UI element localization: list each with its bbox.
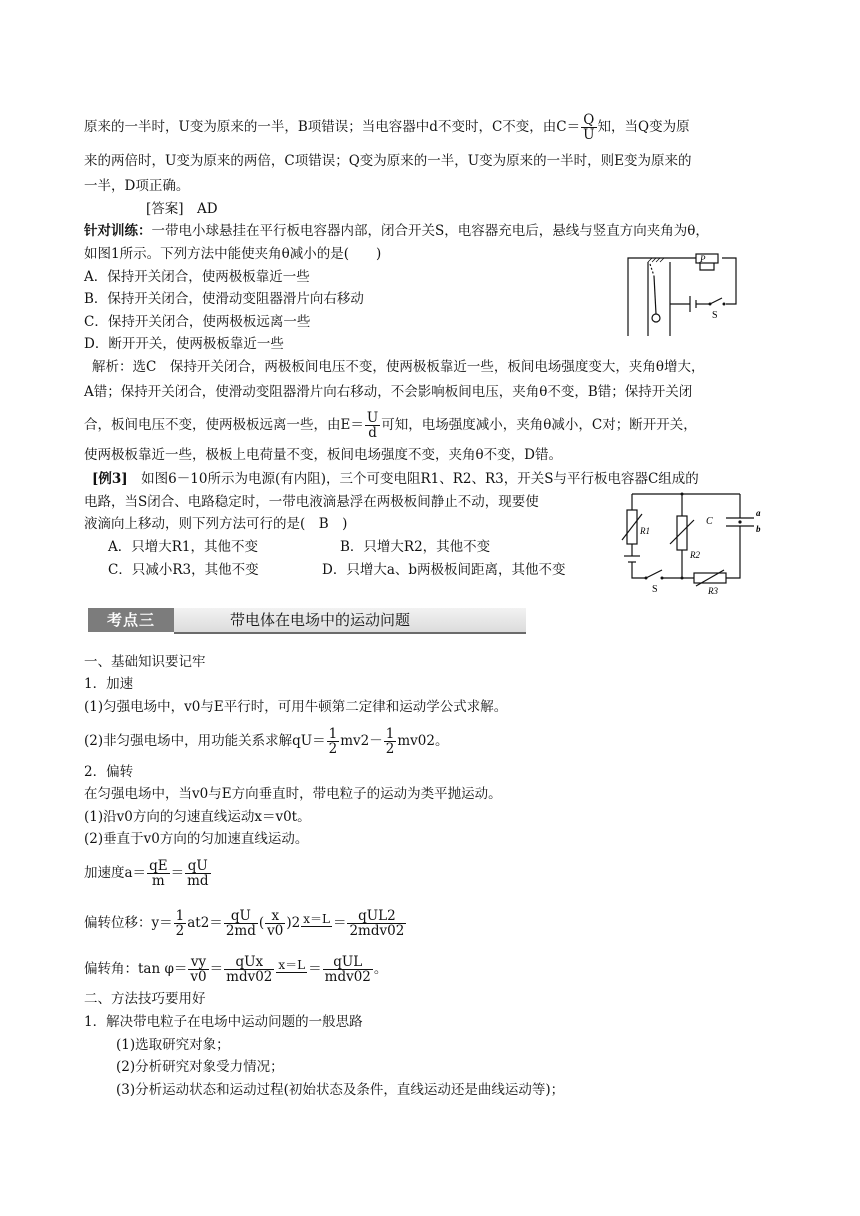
numerator: U — [366, 410, 379, 426]
formula-work-energy — [84, 727, 448, 756]
solution-line: 解析：选C 保持开关闭合，两极板间电压不变，使两极板靠近一些，板间电场强度变大，夹角θ增大， — [92, 359, 705, 375]
fraction — [224, 909, 258, 938]
denominator: d — [365, 425, 380, 440]
text-line: 在匀强电场中，当v0与E方向垂直时，带电粒子的运动为类平抛运动。 — [84, 786, 502, 802]
figure-example3-circuit — [604, 486, 766, 598]
fraction — [188, 955, 208, 984]
heading-methods: 二、方法技巧要用好 — [84, 991, 206, 1007]
text: 偏转位移：y＝ — [84, 915, 173, 931]
numerator: qE — [149, 858, 168, 874]
text-line: 液滴向上移动，则下列方法可行的是( B ) — [84, 516, 348, 532]
example-label: [例3] — [92, 471, 128, 487]
text-line: (1)沿v0方向的匀速直线运动x＝v0t。 — [84, 809, 311, 825]
figure-hanging-ball-circuit — [618, 250, 742, 342]
text: ＝ — [170, 865, 185, 881]
fraction — [347, 909, 406, 938]
text-line: 电路，当S闭合、电路稳定时，一带电液滴悬浮在两极板间静止不动，现要使 — [84, 494, 539, 510]
text-line: 一半，D项正确。 — [84, 178, 190, 194]
option-b: B．保持开关闭合，使滑动变阻器滑片向右移动 — [84, 291, 364, 307]
denominator: md — [187, 873, 209, 889]
text-line: 来的两倍时，U变为原来的两倍，C项错误；Q变为原来的一半，U变为原来的一半时，则E变为原来的 — [84, 153, 692, 169]
solution-line: 使两极板靠近一些，极板上电荷量不变，板间电场强度不变，夹角θ不变，D错。 — [84, 447, 562, 463]
text: ＝ — [332, 915, 347, 931]
answer-line: [答案] AD — [146, 201, 218, 217]
numerator: qUL — [333, 954, 363, 970]
text: (2)非匀强电场中，用功能关系求解qU＝ — [84, 733, 326, 749]
numerator: 1 — [175, 908, 185, 924]
numerator: qU — [187, 858, 208, 874]
text-line: 1．解决带电粒子在电场中运动问题的一般思路 — [84, 1014, 363, 1030]
label-s: S — [652, 584, 658, 595]
label-r2: R2 — [690, 550, 700, 560]
arrow-label: x＝L — [303, 912, 330, 926]
fraction-half — [174, 909, 187, 938]
text: 原来的一半时，U变为原来的一半，B项错误；当电容器中d不变时，C不变，由C＝ — [84, 119, 581, 135]
text-line — [84, 113, 690, 142]
solution-line: A错；保持开关闭合，使滑动变阻器滑片向右移动，不会影响板间电压，夹角θ不变，B错；保持开关闭 — [84, 384, 693, 400]
text: ＝ — [209, 961, 224, 977]
numerator: x — [271, 908, 280, 924]
example-text: 如图6－10所示为电源(有内阻)，三个可变电阻R1、R2、R3，开关S与平行板电容器C组成的 — [127, 471, 699, 487]
label-r1: R1 — [640, 526, 650, 536]
numerator: qU — [230, 908, 251, 924]
training-line — [84, 222, 709, 240]
example-option-a: A．只增大R1，其他不变 — [108, 539, 259, 555]
text-line: (1)选取研究对象； — [116, 1037, 230, 1053]
text: 合，板间电压不变，使两极板远离一些，由E＝ — [84, 417, 364, 433]
formula-displacement — [84, 909, 407, 938]
option-c: C．保持开关闭合，使两极板远离一些 — [84, 314, 311, 330]
text: 加速度a＝ — [84, 865, 147, 881]
training-text: 一带电小球悬挂在平行板电容器内部，闭合开关S，电容器充电后，悬线与竖直方向夹角为θ， — [151, 223, 709, 239]
denominator: v0 — [267, 923, 284, 939]
label-s: S — [712, 310, 718, 321]
option-a: A．保持开关闭合，使两极板靠近一些 — [84, 269, 310, 285]
training-label: 针对训练： — [84, 223, 152, 239]
denominator: U — [583, 127, 595, 143]
subheading-acceleration: 1．加速 — [84, 676, 134, 692]
arrow-line — [301, 926, 332, 935]
arrow-label: x＝L — [278, 958, 306, 972]
fraction-half — [384, 727, 397, 756]
heading-basic: 一、基础知识要记牢 — [84, 654, 206, 670]
example-option-c: C．只减小R3，其他不变 — [108, 562, 259, 578]
arrow-line — [276, 972, 307, 981]
text: ( — [258, 915, 265, 931]
label-a: a — [756, 508, 761, 518]
numerator: vy — [190, 954, 207, 970]
section-tag: 考点三 — [88, 608, 174, 632]
numerator: Q — [583, 112, 595, 128]
text: ＝ — [308, 961, 322, 977]
denominator: 2md — [225, 923, 256, 939]
fraction — [323, 955, 373, 984]
example-option-d: D．只增大a、b两极板间距离，其他不变 — [322, 562, 566, 578]
fraction — [224, 955, 274, 984]
label-r3: R3 — [708, 586, 718, 596]
denominator: mdv02 — [324, 969, 371, 985]
denominator: mdv02 — [226, 969, 273, 985]
denominator: 2 — [385, 741, 395, 757]
text-line: (2)分析研究对象受力情况； — [116, 1059, 284, 1075]
section-header — [88, 608, 526, 632]
text-line: (3)分析运动状态和运动过程(初始状态及条件，直线运动还是曲线运动等)； — [116, 1082, 565, 1098]
denominator: 2mdv02 — [349, 923, 405, 939]
fraction-half — [327, 727, 340, 756]
numerator: qUx — [235, 954, 264, 970]
numerator: 1 — [328, 726, 338, 742]
fraction-q-over-u — [581, 113, 596, 142]
text: at2＝ — [187, 915, 223, 931]
text: 。 — [373, 961, 388, 977]
label-c: C — [706, 516, 713, 527]
arrow-condition — [301, 912, 332, 935]
numerator: qUL2 — [358, 908, 396, 924]
text: 偏转角：tan φ＝ — [84, 961, 188, 977]
arrow-condition — [276, 958, 307, 981]
subheading-deflection: 2．偏转 — [84, 764, 134, 780]
label-p: P — [700, 254, 706, 264]
option-d: D．断开开关，使两极板靠近一些 — [84, 336, 284, 352]
fraction-u-over-d — [365, 411, 380, 440]
denominator: 2 — [175, 923, 185, 939]
text: )2 — [286, 915, 301, 931]
denominator: 2 — [328, 741, 338, 757]
label-b: b — [756, 524, 761, 534]
fraction — [265, 909, 285, 938]
fraction — [185, 859, 210, 888]
example-option-b: B．只增大R2，其他不变 — [340, 539, 491, 555]
text-line: 如图1所示。下列方法中能使夹角θ减小的是( ) — [84, 246, 382, 262]
denominator: m — [147, 873, 170, 888]
text-line: (2)垂直于v0方向的匀加速直线运动。 — [84, 831, 309, 847]
numerator: 1 — [385, 726, 395, 742]
text: 可知，电场强度减小，夹角θ减小，C对；断开开关， — [381, 417, 697, 433]
denominator: v0 — [190, 969, 207, 985]
formula-acceleration — [84, 859, 212, 888]
formula-angle — [84, 955, 387, 984]
fraction — [147, 859, 170, 888]
text: 知，当Q变为原 — [597, 119, 690, 135]
solution-line — [84, 411, 697, 440]
text-line: (1)匀强电场中，v0与E平行时，可用牛顿第二定律和运动学公式求解。 — [84, 699, 508, 715]
section-title: 带电体在电场中的运动问题 — [174, 608, 526, 634]
text: mv2－ — [340, 733, 383, 749]
text: mv02。 — [397, 733, 449, 749]
